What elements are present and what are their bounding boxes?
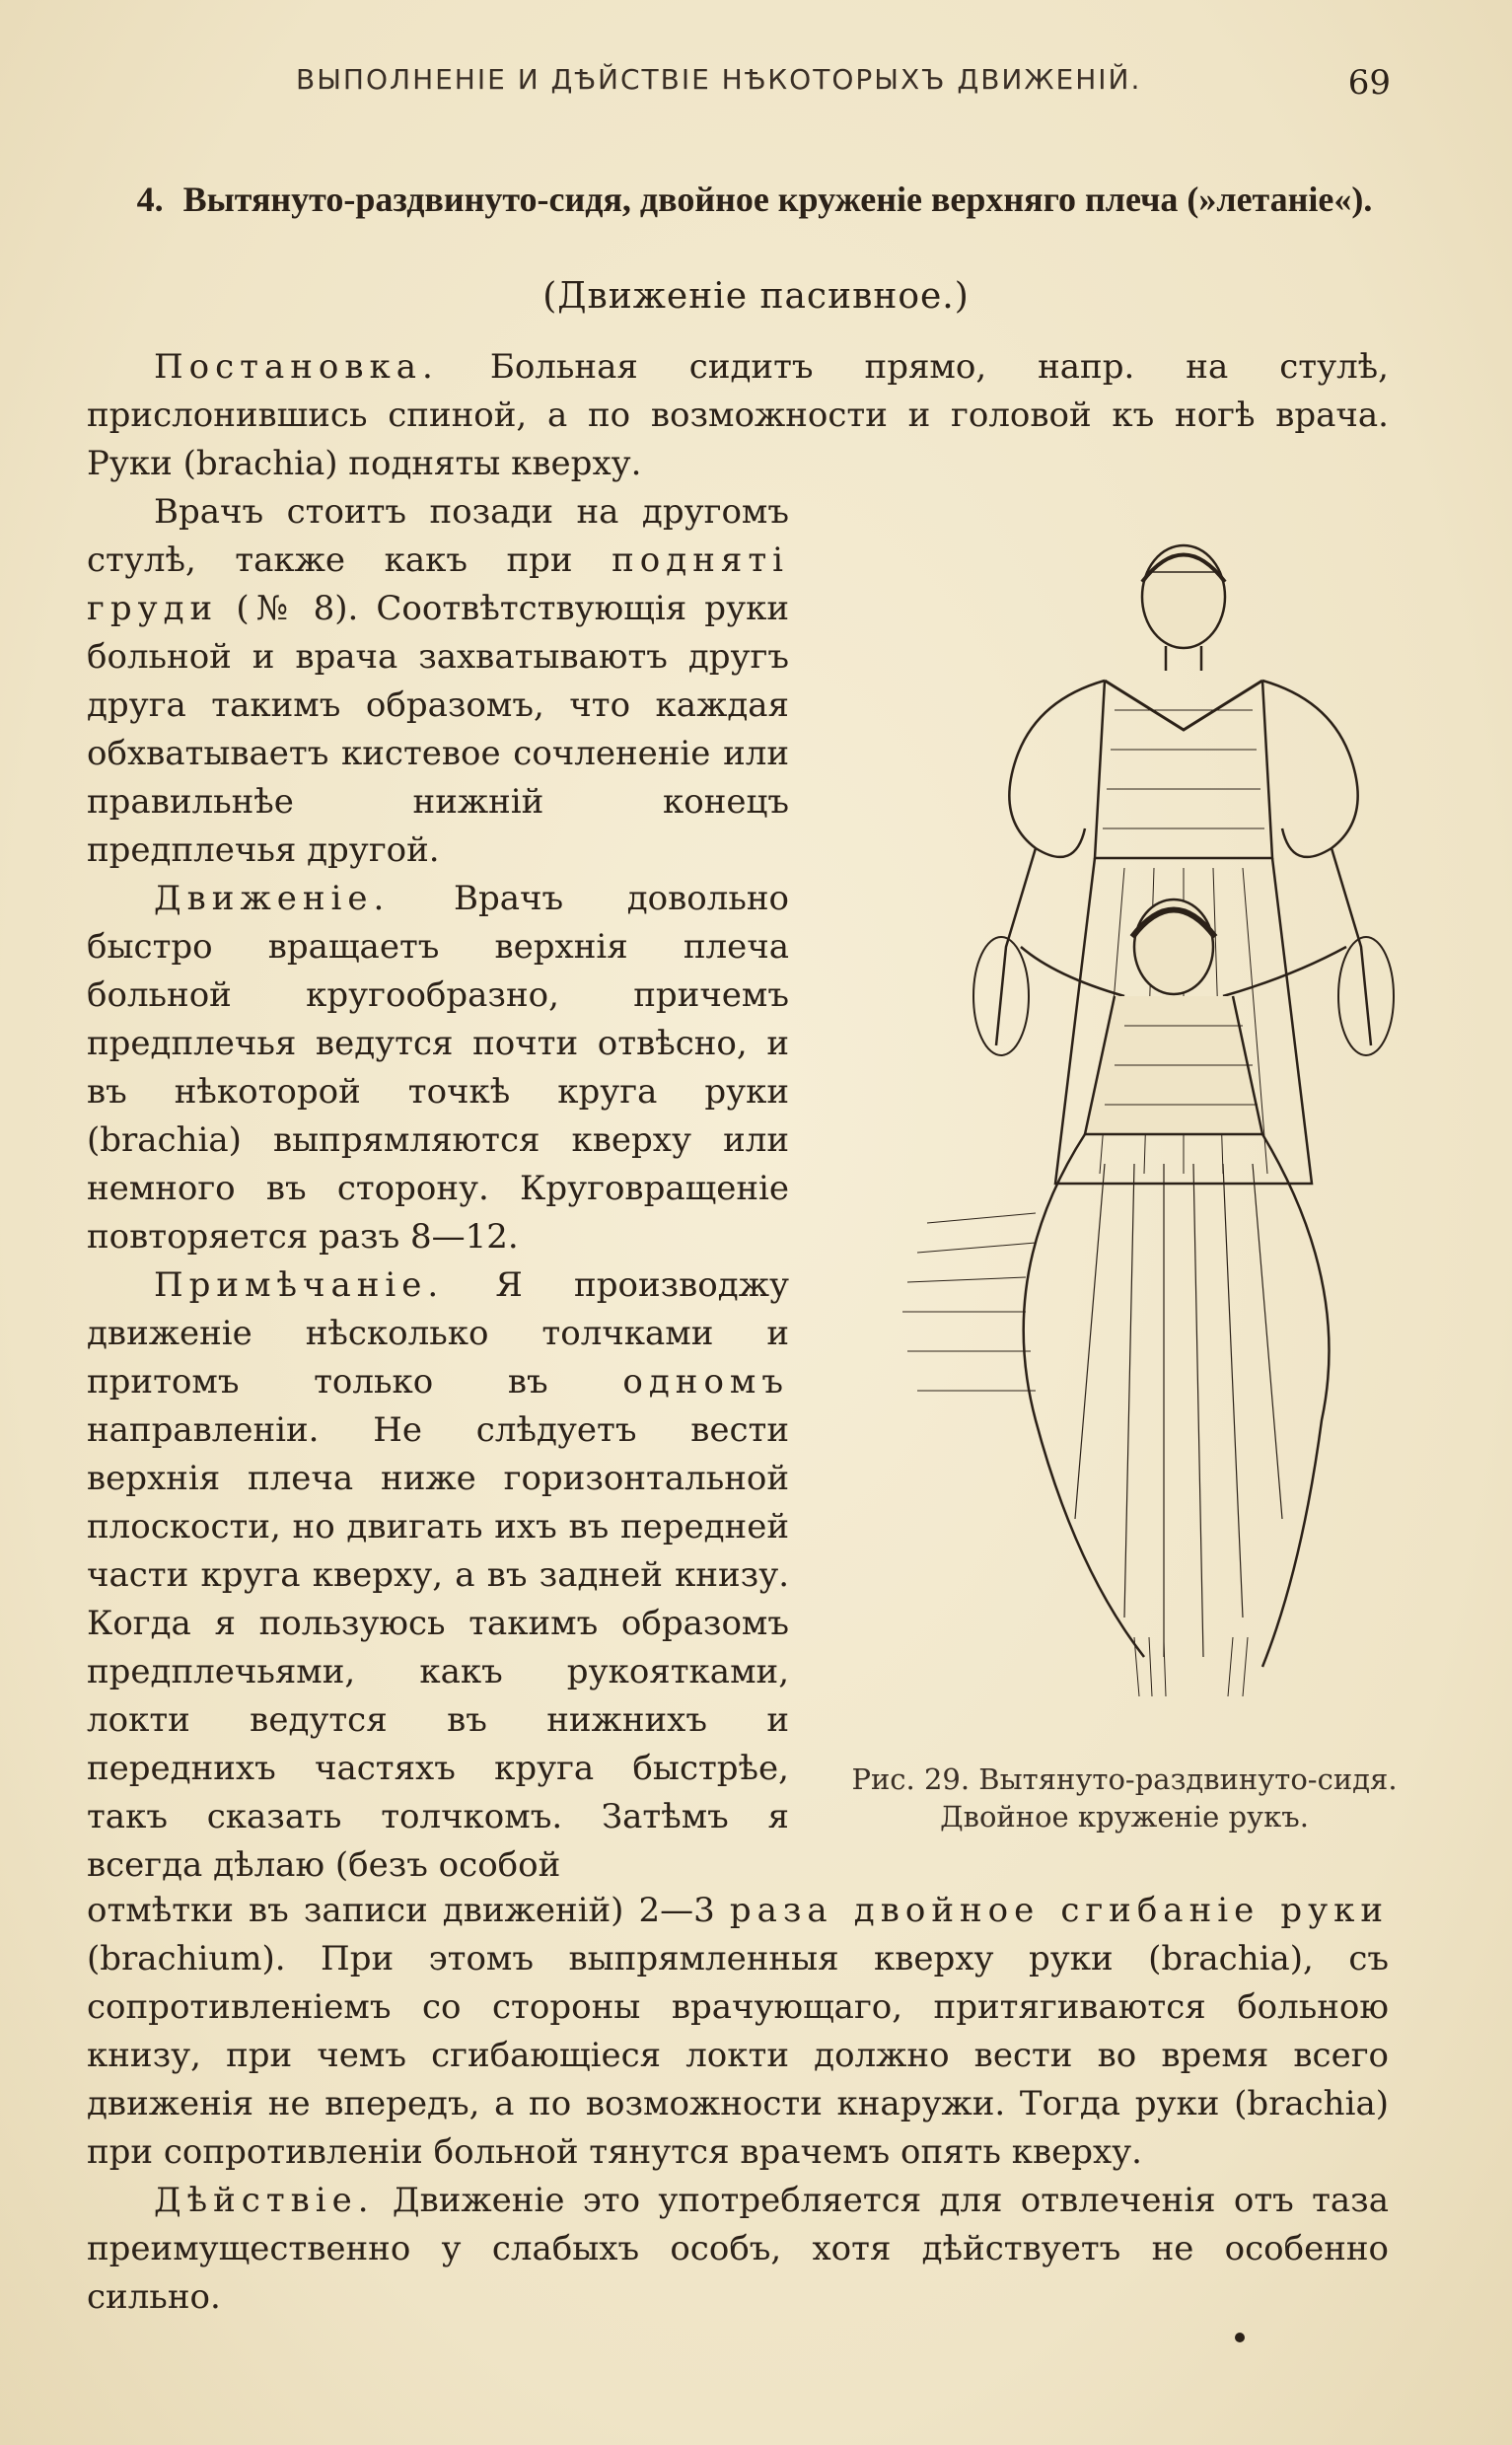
section-number: 4. — [136, 180, 164, 219]
note-cont-2: (brachium). При этомъ выпрямленныя кверху руки (brachia), съ сопротивленіемъ со стороны врачующаго, притягиваются больною книзу, при чемъ сгибающіеся локти должно вести во время всего движенія не впередъ, а по возможности кнаружи. Тогда руки (brachia) при сопротивленіи больной тянутся врачемъ опять кверху. — [87, 1939, 1389, 2172]
setup-text: Больная сидитъ прямо, напр. на стулѣ, прислонившись спиной, а по возможности и головой къ ногѣ врача. Руки (brachia) подняты кверху. — [87, 347, 1389, 483]
movement-label: Движеніе. — [154, 879, 391, 918]
paragraph-note — [87, 1261, 789, 1890]
doctor-text-2: (№ 8). Соотвѣтствующія руки больной и врача захватываютъ другъ друга такимъ образомъ, что каждая обхватываетъ кистевое сочлененіе или правильнѣе нижній конецъ предплечья другой. — [87, 589, 789, 870]
note-cont: отмѣтки въ записи движеній) 2—3 — [87, 1891, 730, 1930]
note-text-2: направленіи. Не слѣдуетъ вести верхнія плеча ниже горизонтальной плоскости, но двигать ихъ въ передней части круга кверху, а въ задней книзу. Когда я пользуюсь такимъ образомъ предплечьями, какъ рукоятками, локти ведутся въ нижнихъ и переднихъ частяхъ круга быстрѣе, такъ сказать толчкомъ. Затѣмъ я всегда дѣлаю (безъ особой — [87, 1410, 789, 1885]
page-number: 69 — [1347, 63, 1391, 103]
running-title: ВЫПОЛНЕНІЕ И ДѢЙСТВІЕ НѢКОТОРЫХЪ ДВИЖЕНІЙ. — [296, 63, 1142, 96]
section-subtitle: (Движеніе пасивное.) — [542, 276, 970, 317]
text-column — [87, 488, 789, 1890]
setup-label: Постановка. — [154, 347, 439, 387]
paragraph-note-continued — [87, 1887, 1389, 2177]
figure-caption: Рис. 29. Вытянуто-раздвинуто-сидя. Двойное круженіе рукъ. — [851, 1762, 1398, 1834]
paragraph-effect — [87, 2177, 1389, 2322]
section-title — [108, 176, 1401, 223]
paragraph-setup — [87, 343, 1389, 488]
section-title-text: Вытянуто-раздвинуто-сидя, двойное круженіе верхняго плеча (»летаніе«). — [182, 180, 1373, 219]
doctor-text: Врачъ стоитъ позади на другомъ стулѣ, также какъ при — [87, 492, 789, 580]
note-spaced-2: раза двойное сгибаніе руки — [729, 1891, 1389, 1930]
running-header — [89, 63, 1391, 112]
note-text: Я производжу движеніе нѣсколько толчками и притомъ только въ — [87, 1265, 789, 1402]
paragraph-movement — [87, 875, 789, 1261]
figure-illustration — [888, 533, 1440, 1706]
doctor-spaced: подняті груди — [87, 540, 789, 628]
effect-label: Дѣйствіе. — [154, 2181, 375, 2220]
effect-text: Движеніе это употребляется для отвлеченія отъ таза преимущественно у слабыхъ особъ, хотя дѣйствуетъ не особенно сильно. — [87, 2181, 1389, 2317]
note-label: Примѣчаніе. — [154, 1265, 445, 1305]
note-spaced: одномъ — [622, 1362, 789, 1402]
movement-text: Врачъ довольно быстро вращаетъ верхнія плеча больной кругообразно, причемъ предплечья ведутся почти отвѣсно, и въ нѣкоторой точкѣ круга руки (brachia) выпрямляются кверху или немного въ сторону. Круговращеніе повторяется разъ 8—12. — [87, 879, 789, 1257]
text-bottom — [87, 1887, 1389, 2322]
ink-dot — [1235, 2333, 1245, 2342]
engraving-two-women — [888, 533, 1440, 1706]
paragraph-doctor — [87, 488, 789, 875]
